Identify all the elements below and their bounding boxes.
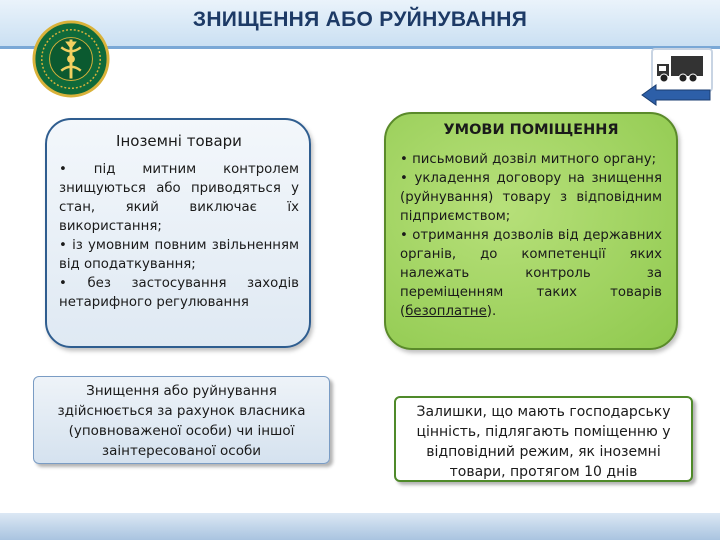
placement-conditions-box: [384, 112, 678, 350]
remains-text: Залишки, що мають господарську цінність, підлягають поміщенню у відповідний режим, як іноземні товари, протягом 10 днів: [416, 404, 671, 480]
footer-band: [0, 513, 720, 540]
foreign-goods-item: • під митним контролем знищуються або приводяться у стан, який виключає їх використання;: [59, 162, 299, 234]
remains-box: [394, 396, 693, 482]
condition-item: • письмовий дозвіл митного органу;: [400, 152, 657, 167]
placement-conditions-heading: УМОВИ ПОМІЩЕННЯ: [443, 122, 619, 138]
condition-item-end: ).: [486, 304, 497, 319]
foreign-goods-heading: Іноземні товари: [116, 132, 242, 150]
condition-item: • укладення договору на знищення (руйнування) товару з відповідним підприємством;: [400, 171, 662, 224]
destruction-cost-text: Знищення або руйнування здійснюється за рахунок власника (уповноваженої особи) чи іншої заінтересованої особи: [57, 383, 306, 459]
foreign-goods-box: [45, 118, 311, 348]
foreign-goods-item: • із умовним повним звільненням від оподаткування;: [59, 238, 299, 272]
condition-item: [400, 226, 662, 321]
page-title: ЗНИЩЕННЯ АБО РУЙНУВАННЯ: [192, 8, 528, 31]
free-of-charge-text: безоплатне: [405, 304, 487, 319]
foreign-goods-item: • без застосування заходів нетарифного регулювання: [59, 276, 299, 310]
destruction-cost-box: [33, 376, 330, 464]
truck-icon: [653, 50, 707, 86]
back-arrow-icon[interactable]: [640, 84, 712, 106]
condition-item-text: • отримання дозволів від державних органів, до компетенції яких належать контроль за переміщенням таких товарів (: [400, 228, 662, 319]
customs-emblem-icon: [32, 20, 110, 98]
